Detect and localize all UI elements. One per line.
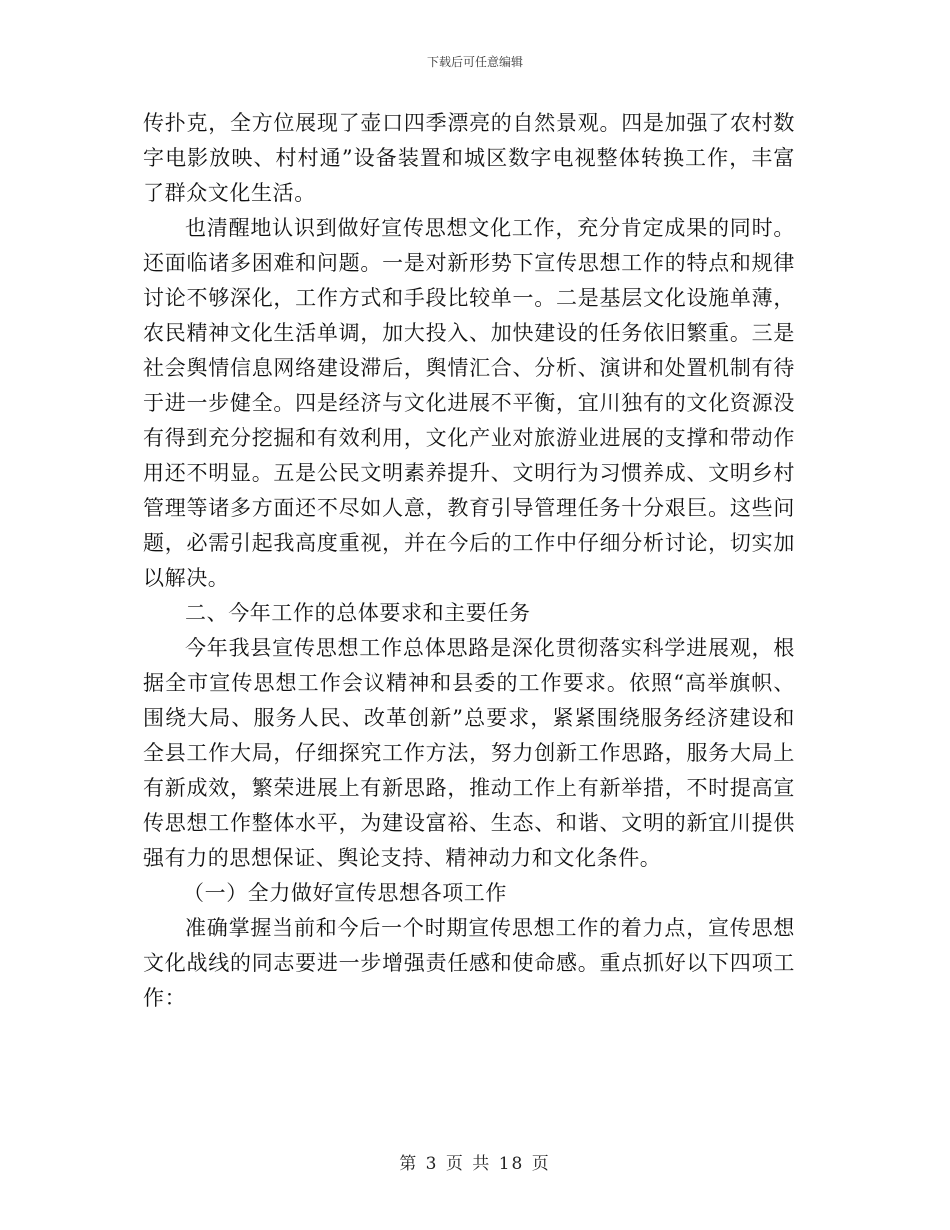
section-heading: 二、今年工作的总体要求和主要任务 [185, 601, 531, 625]
document-body [143, 106, 795, 1016]
page-number-footer: 第 3 页 共 18 页 [399, 1154, 551, 1174]
paragraph-key-work: 准确掌握当前和今后一个时期宣传思想工作的着力点，宣传思想文化战线的同志要进一步增强责任感和使命感。重点抓好以下四项工作： [143, 916, 795, 1010]
paragraph-continuation: 传扑克，全方位展现了壶口四季漂亮的自然景观。四是加强了农村数字电影放映、村村通”设备装置和城区数字电视整体转换工作，丰富了群众文化生活。 [143, 111, 795, 205]
paragraph-problems: 也清醒地认识到做好宣传思想文化工作，充分肯定成果的同时。还面临诸多困难和问题。一是对新形势下宣传思想工作的特点和规律讨论不够深化，工作方式和手段比较单一。二是基层文化设施单薄，农民精神文化生活单调，加大投入、加快建设的任务依旧繁重。三是社会舆情信息网络建设滞后，舆情汇合、分析、演讲和处置机制有待于进一步健全。四是经济与文化进展不平衡，宜川独有的文化资源没有得到充分挖掘和有效利用，文化产业对旅游业进展的支撑和带动作用还不明显。五是公民文明素养提升、文明行为习惯养成、文明乡村管理等诸多方面还不尽如人意，教育引导管理任务十分艰巨。这些问题，必需引起我高度重视，并在今后的工作中仔细分析讨论，切实加以解决。 [143, 216, 795, 590]
paragraph-overall-approach: 今年我县宣传思想工作总体思路是深化贯彻落实科学进展观，根据全市宣传思想工作会议精神和县委的工作要求。依照“高举旗帜、围绕大局、服务人民、改革创新”总要求，紧紧围绕服务经济建设和全县工作大局，仔细探究工作方法，努力创新工作思路，服务大局上有新成效，繁荣进展上有新思路，推动工作上有新举措，不时提高宣传思想工作整体水平，为建设富裕、生态、和谐、文明的新宜川提供强有力的思想保证、舆论支持、精神动力和文化条件。 [143, 636, 795, 870]
subsection-heading: （一）全力做好宣传思想各项工作 [183, 881, 507, 905]
page-header: 下载后可任意编辑 [426, 55, 523, 69]
